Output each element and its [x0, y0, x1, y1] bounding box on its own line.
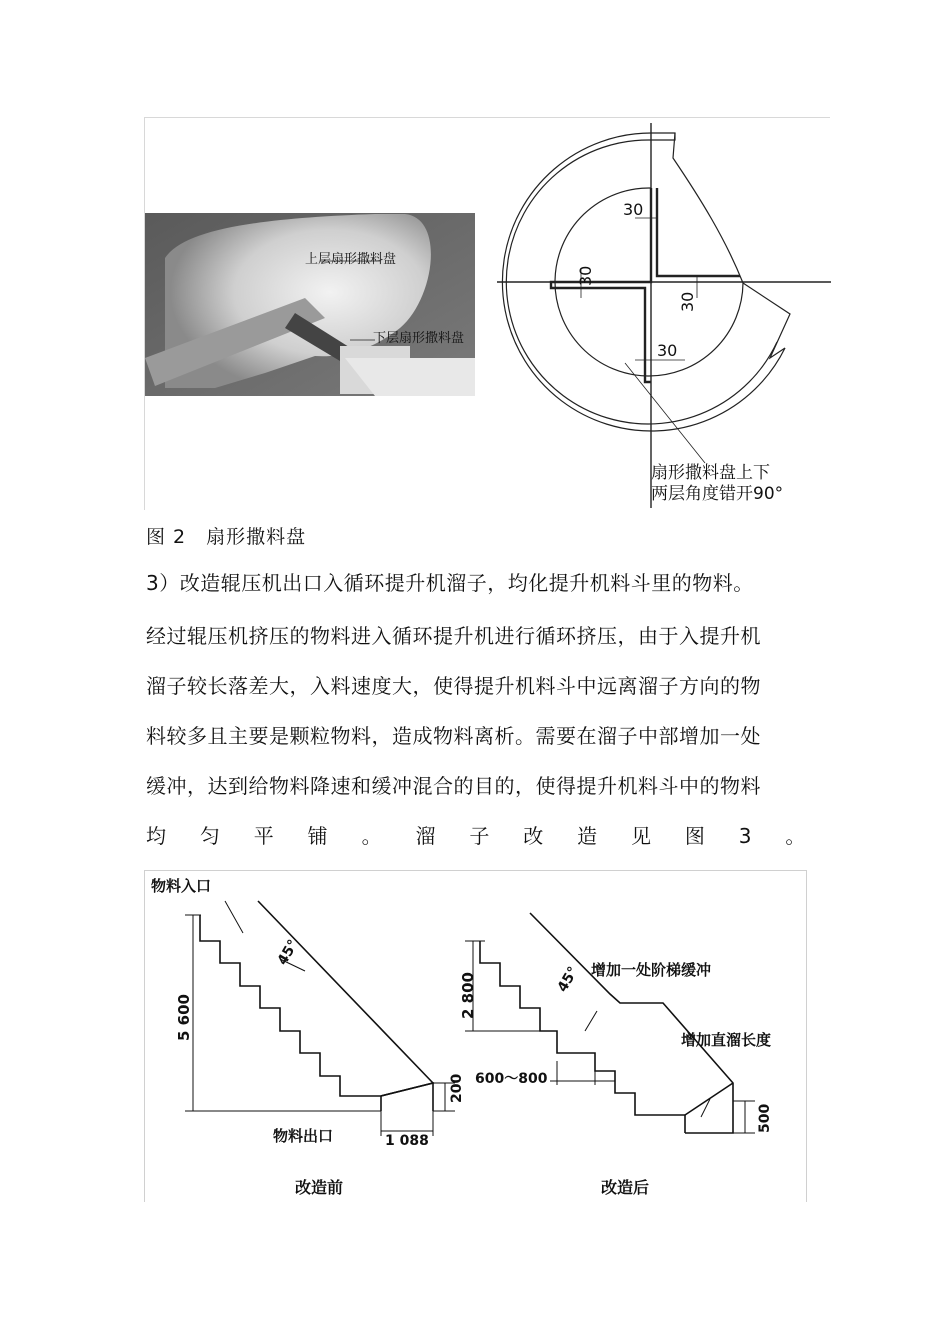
last-line-char: 铺 [307, 824, 329, 848]
last-line-char: 改 [523, 824, 544, 848]
label-after: 改造后 [601, 1178, 650, 1197]
last-line-char: 匀 [199, 824, 221, 848]
dim-width-end: 1 088 [385, 1133, 429, 1149]
paragraph-line-1: 3）改造辊压机出口入循环提升机溜子，均化提升机料斗里的物料。 [146, 571, 754, 595]
figure-3-drawing [145, 871, 808, 1203]
label-angle-after: 45° [554, 964, 582, 995]
photo-label-lower: 下层扇形撒料盘 [373, 331, 465, 346]
figure-3 [144, 870, 807, 1202]
last-line-char: 图 [684, 824, 706, 848]
paragraph-line-5: 缓冲，达到给物料降速和缓冲混合的目的，使得提升机料斗中的物料 [146, 774, 761, 798]
dim-span: 600～800 [475, 1071, 548, 1087]
plate-technical-drawing [497, 123, 831, 508]
label-add-length: 增加直溜长度 [681, 1031, 772, 1049]
last-line-char: 见 [631, 824, 652, 848]
last-line-char: 溜 [415, 824, 436, 848]
chute-after [465, 913, 755, 1133]
label-angle-before: 45° [274, 937, 302, 968]
last-line-char: 子 [469, 824, 490, 848]
paragraph-line-2: 经过辊压机挤压的物料进入循环提升机进行循环挤压，由于入提升机 [146, 624, 761, 648]
dim-30-left: 30 [576, 265, 595, 286]
label-inlet: 物料入口 [151, 877, 212, 895]
dim-height-total: 5 600 [175, 994, 193, 1041]
figure-2-drawing [145, 118, 831, 511]
dim-30-bottom: 30 [657, 341, 678, 360]
figure-2 [144, 117, 830, 510]
label-outlet: 物料出口 [273, 1127, 334, 1145]
chute-before [185, 901, 455, 1136]
dim-height-upper: 2 800 [459, 972, 477, 1019]
last-line-char: 3 [738, 824, 753, 848]
figure-2-caption: 图 2 扇形撒料盘 [146, 526, 307, 548]
dim-30-top: 30 [623, 200, 644, 219]
dim-30-right: 30 [678, 291, 697, 312]
last-line-char: 造 [577, 824, 598, 848]
paragraph-line-3: 溜子较长落差大，入料速度大，使得提升机料斗中远离溜子方向的物 [146, 674, 761, 698]
dim-height-bottom: 500 [757, 1103, 773, 1133]
photo-spreader-plates [145, 213, 475, 396]
last-line-char: 。 [361, 824, 383, 848]
paragraph-line-4: 料较多且主要是颗粒物料，造成物料离析。需要在溜子中部增加一处 [146, 724, 761, 748]
label-add-step: 增加一处阶梯缓冲 [591, 961, 712, 979]
last-line-char: 。 [785, 824, 806, 848]
note-line-1: 扇形撒料盘上下 [651, 463, 770, 483]
paragraph-line-6 [146, 824, 806, 848]
label-before: 改造前 [295, 1178, 344, 1197]
last-line-char: 平 [253, 824, 275, 848]
note-line-2: 两层角度错开90° [651, 484, 784, 504]
photo-label-upper: 上层扇形撒料盘 [305, 252, 397, 267]
last-line-char: 均 [146, 824, 167, 848]
dim-height-end: 200 [449, 1073, 465, 1103]
